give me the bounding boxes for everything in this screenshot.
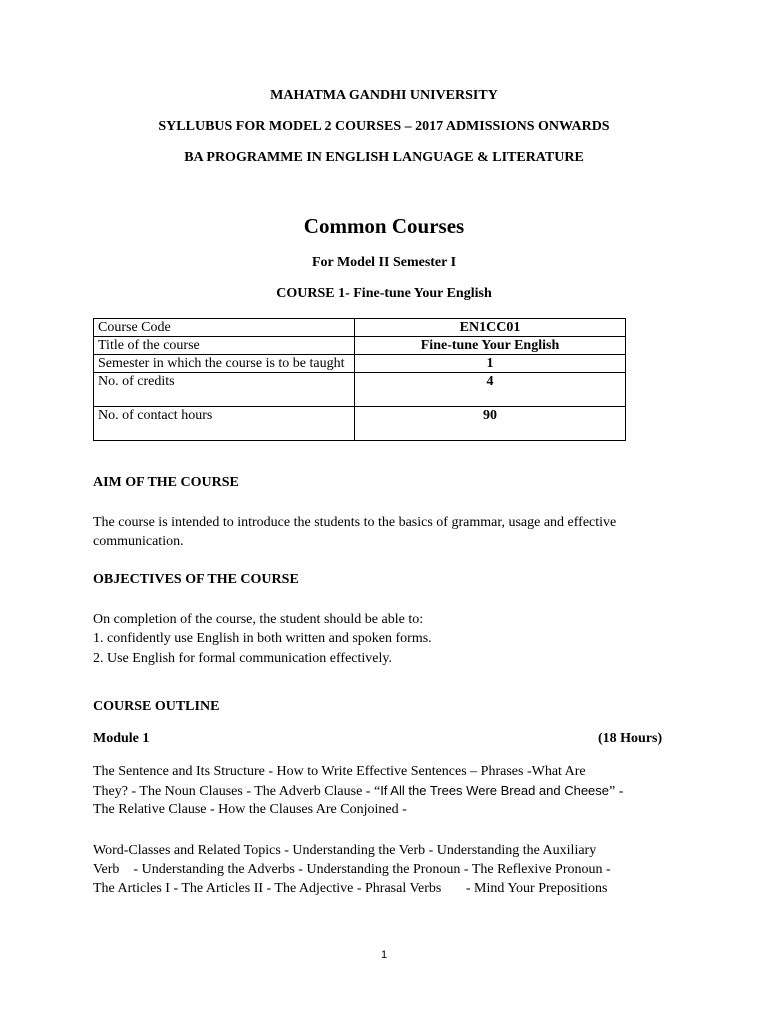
- aim-heading: AIM OF THE COURSE: [93, 475, 239, 490]
- table-cell-value: 4: [355, 373, 626, 407]
- text-segment: ” -: [609, 784, 624, 799]
- programme-title: BA PROGRAMME IN ENGLISH LANGUAGE & LITERATURE: [184, 150, 584, 165]
- module-label: Module 1: [93, 731, 150, 746]
- table-row: [94, 355, 626, 373]
- table-row: [94, 319, 626, 337]
- text-segment: They? - The Noun Clauses - The Adverb Clause - “: [93, 784, 381, 799]
- page-number: 1: [380, 949, 388, 961]
- module-text-line: The Sentence and Its Structure - How to Write Effective Sentences – Phrases -What Are: [93, 764, 586, 779]
- section-title: Common Courses: [303, 214, 465, 238]
- table-cell-value: Fine-tune Your English: [355, 337, 626, 355]
- module-text-line: [93, 781, 623, 801]
- table-row: [94, 373, 626, 407]
- syllabus-title: SYLLUBUS FOR MODEL 2 COURSES – 2017 ADMISSIONS ONWARDS: [158, 119, 610, 134]
- table-cell-label: Semester in which the course is to be taught: [94, 355, 355, 373]
- course-heading: COURSE 1- Fine-tune Your English: [276, 286, 492, 301]
- module-text-line: The Articles I - The Articles II - The Adjective - Phrasal Verbs - Mind Your Prepositions: [93, 881, 608, 896]
- university-name: MAHATMA GANDHI UNIVERSITY: [270, 88, 498, 103]
- objective-item: 2. Use English for formal communication effectively.: [93, 651, 392, 666]
- module-text-line: The Relative Clause - How the Clauses Are Conjoined -: [93, 802, 407, 817]
- module-text-line: Word-Classes and Related Topics - Understanding the Verb - Understanding the Auxiliary: [93, 843, 597, 858]
- quoted-title: If All the Trees Were Bread and Cheese: [380, 783, 610, 798]
- table-cell-value: 90: [355, 407, 626, 441]
- table-row: [94, 337, 626, 355]
- aim-text-line: communication.: [93, 534, 184, 549]
- table-cell-value: 1: [355, 355, 626, 373]
- table-cell-label: Title of the course: [94, 337, 355, 355]
- module-text-line: Verb - Understanding the Adverbs - Understanding the Pronoun - The Reflexive Pronoun -: [93, 862, 611, 877]
- objectives-intro: On completion of the course, the student should be able to:: [93, 612, 424, 627]
- table-row: [94, 407, 626, 441]
- table-cell-label: Course Code: [94, 319, 355, 337]
- table-cell-value: EN1CC01: [355, 319, 626, 337]
- aim-text-line: The course is intended to introduce the students to the basics of grammar, usage and effective: [93, 515, 617, 530]
- table-cell-label: No. of contact hours: [94, 407, 355, 441]
- objectives-heading: OBJECTIVES OF THE COURSE: [93, 572, 299, 587]
- semester-heading: For Model II Semester I: [311, 255, 457, 270]
- module-hours: (18 Hours): [598, 731, 663, 746]
- table-cell-label: No. of credits: [94, 373, 355, 407]
- objective-item: 1. confidently use English in both written and spoken forms.: [93, 631, 432, 646]
- outline-heading: COURSE OUTLINE: [93, 699, 220, 714]
- course-details-table: [93, 318, 626, 441]
